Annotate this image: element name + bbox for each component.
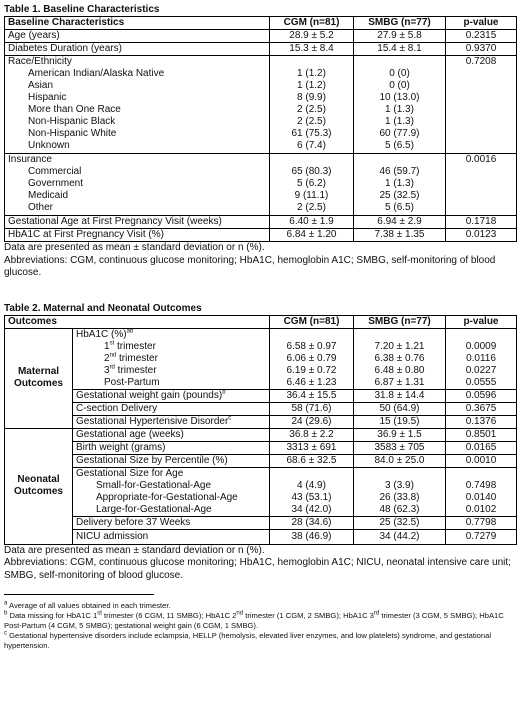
race-item: More than One Race [28, 104, 121, 115]
table-row [5, 516, 517, 529]
smbg-value: 84.0 ± 25.0 [354, 454, 446, 467]
table1 [4, 16, 517, 242]
p-value: 0.1376 [446, 415, 517, 428]
footnote-mark: ab [126, 328, 134, 335]
hba1c-heading [76, 329, 266, 341]
insurance-block-labels [5, 154, 270, 216]
maternal-group-label: Maternal Outcomes [5, 328, 73, 428]
smbg-value: 26 (33.8) [379, 491, 420, 503]
cgm-value: 6.19 ± 0.72 [286, 364, 337, 376]
table-row [5, 415, 517, 428]
row-label: Diabetes Duration (years) [5, 43, 270, 56]
cgm-value: 2 (2.5) [297, 202, 326, 213]
table-row [5, 43, 517, 56]
p-value: 0.0009 [465, 340, 497, 352]
cgm-value: 36.4 ± 15.5 [270, 389, 354, 402]
postpartum-label: Post-Partum [104, 376, 160, 388]
smbg-value: 31.8 ± 14.4 [354, 389, 446, 402]
hba1c-block-labels [73, 328, 270, 389]
p-value: 0.2315 [446, 30, 517, 43]
table2-caption: Table 2. Maternal and Neonatal Outcomes [4, 302, 202, 314]
table1-header-label: Baseline Characteristics [5, 17, 270, 30]
table-row [5, 154, 517, 216]
race-item: Unknown [28, 140, 70, 151]
smbg-value: 3 (3.9) [385, 479, 414, 491]
cgm-value: 4 (4.9) [297, 479, 326, 491]
smbg-value: 7.38 ± 1.35 [354, 229, 446, 242]
trimester-label: 3rd trimester [104, 364, 157, 376]
race-cgm-values [270, 56, 354, 154]
row-label: Gestational Hypertensive Disorder$^c$ [73, 415, 270, 428]
cgm-value: 5 (6.2) [297, 178, 326, 189]
size-heading: Gestational Size for Age [76, 467, 184, 479]
size-p-values [446, 467, 517, 516]
footnote-b: $^b$ Data missing for HbA1C 1st trimester (6 CGM, 11 SMBG); HbA1C 2nd trimester (1 CGM, 2 SMBG); HbA1C 3rd trimester (3 CGM, 5 SMBG); HbA1C Post-Partum (4 CGM, 5 SMBG); gestational weight gain (6 CGM, 1 SMBG). [4, 610, 504, 630]
cgm-value: 65 (80.3) [291, 166, 332, 177]
smbg-value: 1 (1.3) [385, 116, 414, 127]
table2-abbreviations: Abbreviations: CGM, continuous glucose monitoring; HbA1C, hemoglobin A1C; NICU, neonatal intensive care unit; SMBG, self-monitoring of blood glucose. [4, 557, 511, 581]
document [4, 3, 516, 651]
table2-header-pvalue: p-value [446, 315, 517, 328]
smbg-value: 6.87 ± 1.31 [374, 376, 425, 388]
cgm-value: 24 (29.6) [270, 415, 354, 428]
insurance-item: Commercial [28, 166, 82, 177]
race-item: Hispanic [28, 92, 67, 103]
p-value: 0.7279 [446, 529, 517, 544]
row-label: Gestational age (weeks) [73, 428, 270, 441]
smbg-value: 36.9 ± 1.5 [354, 428, 446, 441]
race-smbg-values [354, 56, 446, 154]
smbg-value: 15.4 ± 8.1 [354, 43, 446, 56]
cgm-value: 6.58 ± 0.97 [286, 340, 337, 352]
cgm-value: 36.8 ± 2.2 [270, 428, 354, 441]
p-value: 0.8501 [446, 428, 517, 441]
footnote-text: Gestational hypertensive disorders include eclampsia, HELLP (hemolysis, elevated liver enzymes, and low platelets) syndrome, and gestational hypertension. [4, 631, 492, 650]
p-value: 0.0140 [465, 491, 497, 503]
insurance-item: Other [28, 202, 54, 213]
insurance-smbg-values [354, 154, 446, 216]
footnote-c [4, 631, 516, 651]
race-item: Asian [28, 80, 54, 91]
p-value: 0.0010 [446, 454, 517, 467]
table1-header-cgm: CGM (n=81) [270, 17, 354, 30]
row-label: Age (years) [5, 30, 270, 43]
table-row [5, 216, 517, 229]
footnote-mark: c [4, 630, 7, 637]
p-value: 0.0116 [466, 352, 496, 364]
table-row [5, 467, 517, 516]
row-label: NICU admission [73, 529, 270, 544]
smbg-value: 5 (6.5) [385, 202, 414, 213]
row-label: Birth weight (grams) [73, 441, 270, 454]
table-row [5, 389, 517, 402]
smbg-value: 27.9 ± 5.8 [354, 30, 446, 43]
size-cgm-values [270, 467, 354, 516]
p-value: 0.0165 [446, 441, 517, 454]
smbg-value: 0 (0) [389, 80, 410, 91]
cgm-value: 58 (71.6) [270, 402, 354, 415]
smbg-value: 60 (77.9) [379, 128, 420, 139]
table1-header-row [5, 17, 517, 30]
smbg-value: 0 (0) [389, 68, 410, 79]
table-row [5, 454, 517, 467]
neonatal-group-label: Neonatal Outcomes [5, 428, 73, 544]
size-item: Large-for-Gestational-Age [96, 503, 212, 515]
smbg-value: 3583 ± 705 [354, 441, 446, 454]
p-value: 0.0102 [465, 503, 497, 515]
cgm-value: 6.40 ± 1.9 [270, 216, 354, 229]
p-value: 0.7798 [446, 516, 517, 529]
p-value: 0.1718 [446, 216, 517, 229]
smbg-value: 5 (6.5) [385, 140, 414, 151]
cgm-value: 68.6 ± 32.5 [270, 454, 354, 467]
table1-note: Data are presented as mean ± standard deviation or n (%). [4, 242, 265, 253]
p-value: 0.7498 [465, 479, 497, 491]
insurance-p-value: 0.0016 [446, 154, 517, 216]
smbg-value: 6.94 ± 2.9 [354, 216, 446, 229]
table2-header-smbg: SMBG (n=77) [354, 315, 446, 328]
smbg-value: 48 (62.3) [379, 503, 420, 515]
cgm-value: 61 (75.3) [291, 128, 332, 139]
cgm-value: 15.3 ± 8.4 [270, 43, 354, 56]
row-label: Gestational Age at First Pregnancy Visit (weeks) [5, 216, 270, 229]
insurance-item: Government [28, 178, 84, 189]
row-label: Gestational Size by Percentile (%) [73, 454, 270, 467]
race-p-value: 0.7208 [446, 56, 517, 154]
smbg-value: 7.20 ± 1.21 [374, 340, 425, 352]
race-item: Non-Hispanic White [28, 128, 117, 139]
hba1c-label: HbA1C (%) [76, 328, 127, 340]
cgm-value: 8 (9.9) [297, 92, 326, 103]
table-row [5, 428, 517, 441]
race-heading: Race/Ethnicity [8, 56, 72, 67]
cgm-value: 28.9 ± 5.2 [270, 30, 354, 43]
hba1c-smbg-values [354, 328, 446, 389]
smbg-value: 6.48 ± 0.80 [374, 364, 425, 376]
cgm-value: 28 (34.6) [270, 516, 354, 529]
smbg-value: 6.38 ± 0.76 [374, 352, 425, 364]
hba1c-p-values [446, 328, 517, 389]
smbg-value: 1 (1.3) [385, 178, 414, 189]
table1-header-pvalue: p-value [446, 17, 517, 30]
p-value: 0.0555 [465, 376, 497, 388]
p-value: 0.0596 [446, 389, 517, 402]
cgm-value: 1 (1.2) [297, 80, 326, 91]
table2-body [5, 328, 517, 544]
size-block-labels [73, 467, 270, 516]
p-value: 0.0227 [465, 364, 497, 376]
hba1c-cgm-values [270, 328, 354, 389]
smbg-value: 25 (32.5) [354, 516, 446, 529]
cgm-value: 6 (7.4) [297, 140, 326, 151]
table2-header-label: Outcomes [5, 315, 270, 328]
cgm-value: 6.84 ± 1.20 [270, 229, 354, 242]
footnote-text: Average of all values obtained in each trimester. [9, 601, 171, 610]
table2-note: Data are presented as mean ± standard deviation or n (%). [4, 544, 265, 556]
table2 [4, 315, 517, 545]
cgm-value: 34 (42.0) [291, 503, 332, 515]
cgm-value: 1 (1.2) [297, 68, 326, 79]
size-item: Small-for-Gestational-Age [96, 479, 212, 491]
size-item: Appropriate-for-Gestational-Age [96, 491, 238, 503]
row-label: C-section Delivery [73, 402, 270, 415]
trimester-label: 2nd trimester [104, 352, 158, 364]
footnote-a [4, 601, 516, 611]
trimester-label: 1st trimester [104, 340, 156, 352]
table2-header-row [5, 315, 517, 328]
cgm-value: 6.06 ± 0.79 [286, 352, 337, 364]
cgm-value: 2 (2.5) [297, 116, 326, 127]
p-value: 0.3675 [446, 402, 517, 415]
insurance-heading: Insurance [8, 154, 52, 165]
table-row [5, 328, 517, 389]
table2-header-cgm: CGM (n=81) [270, 315, 354, 328]
size-smbg-values [354, 467, 446, 516]
row-label: HbA1C at First Pregnancy Visit (%) [5, 229, 270, 242]
smbg-value: 50 (64.9) [354, 402, 446, 415]
cgm-value: 6.46 ± 1.23 [286, 376, 337, 388]
smbg-value: 46 (59.7) [379, 166, 420, 177]
cgm-value: 43 (53.1) [291, 491, 332, 503]
smbg-value: 15 (19.5) [354, 415, 446, 428]
cgm-value: 9 (11.1) [294, 190, 329, 201]
insurance-cgm-values [270, 154, 354, 216]
cgm-value: 38 (46.9) [270, 529, 354, 544]
table-row [5, 402, 517, 415]
smbg-value: 25 (32.5) [379, 190, 420, 201]
footnote-divider [4, 594, 154, 595]
race-block-labels [5, 56, 270, 154]
smbg-value: 10 (13.0) [379, 92, 420, 103]
table-row [5, 30, 517, 43]
row-label: Gestational weight gain (pounds)$^b$ [73, 389, 270, 402]
smbg-value: 1 (1.3) [385, 104, 414, 115]
table-row [5, 529, 517, 544]
table1-header-smbg: SMBG (n=77) [354, 17, 446, 30]
table1-abbreviations: Abbreviations: CGM, continuous glucose monitoring; HbA1C, hemoglobin A1C; SMBG, self-monitoring of blood glucose. [4, 254, 496, 278]
table-row [5, 441, 517, 454]
table1-caption: Table 1. Baseline Characteristics [4, 4, 160, 15]
footnote-mark: b [4, 610, 8, 617]
race-item: American Indian/Alaska Native [28, 68, 165, 79]
smbg-value: 34 (44.2) [354, 529, 446, 544]
table-row [5, 229, 517, 242]
row-label: Delivery before 37 Weeks [73, 516, 270, 529]
insurance-item: Medicaid [28, 190, 69, 201]
cgm-value: 3313 ± 691 [270, 441, 354, 454]
p-value: 0.9370 [446, 43, 517, 56]
p-value: 0.0123 [446, 229, 517, 242]
table1-body [5, 30, 517, 242]
race-item: Non-Hispanic Black [28, 116, 116, 127]
table-row [5, 56, 517, 154]
footnote-mark: a [4, 600, 8, 607]
cgm-value: 2 (2.5) [297, 104, 326, 115]
